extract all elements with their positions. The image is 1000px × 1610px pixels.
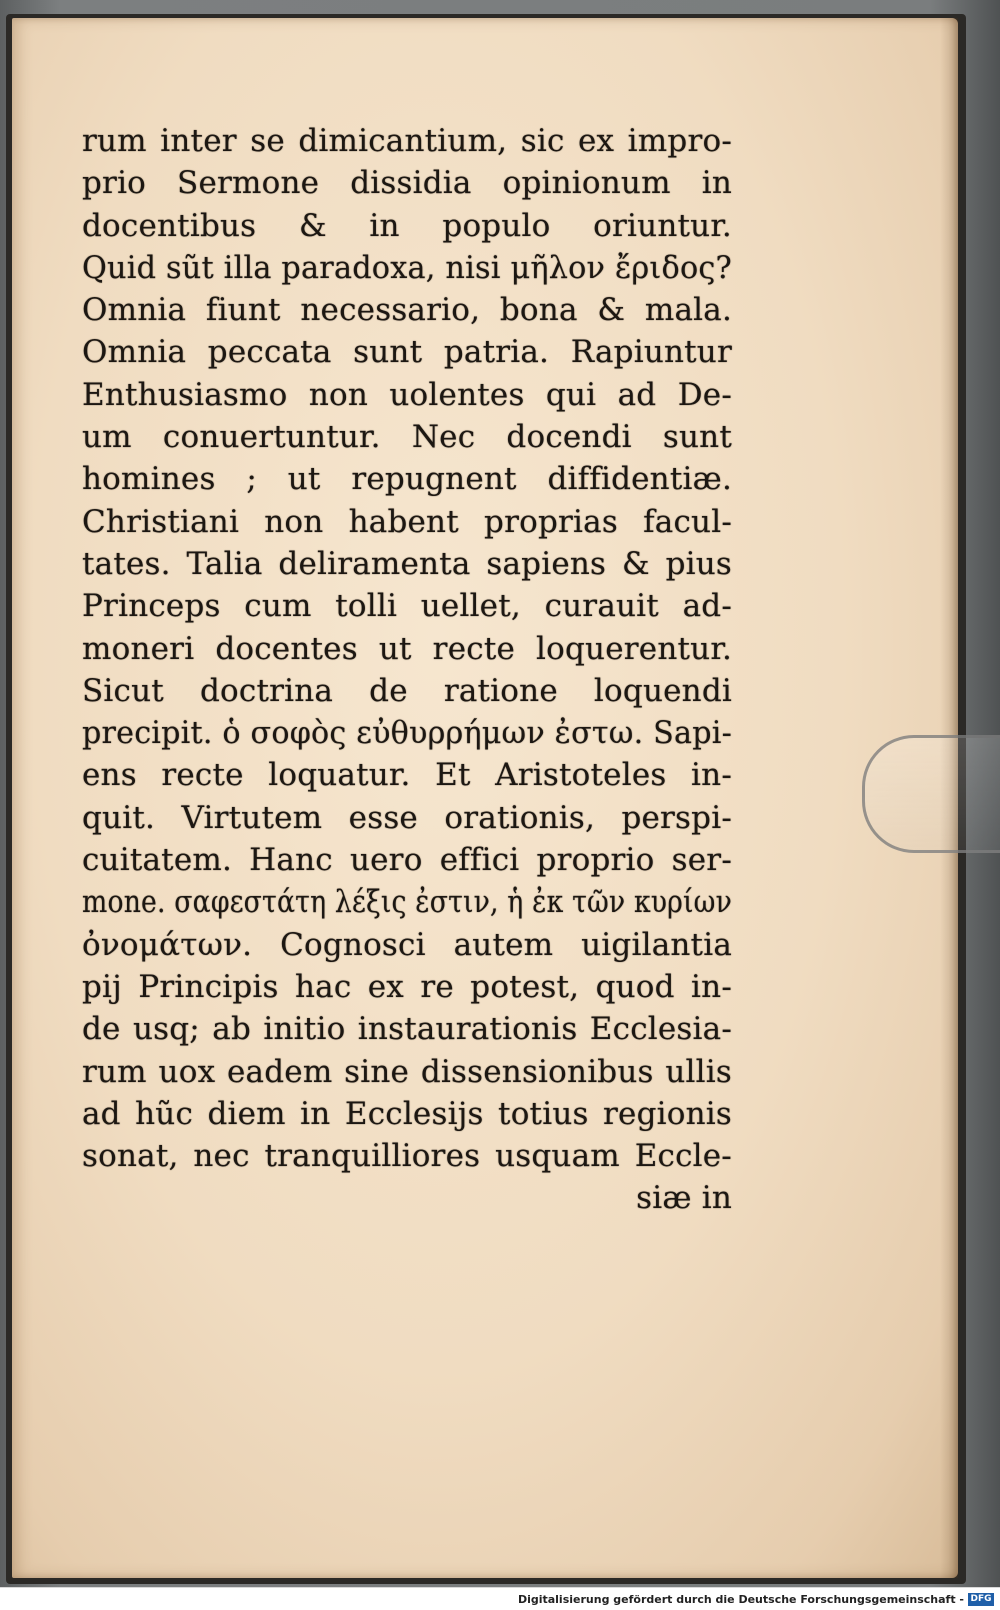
- text-line: um conuertuntur. Nec docendi sunt: [82, 419, 732, 456]
- text-line: Enthusiasmo non uolentes qui ad De-: [82, 376, 732, 413]
- text-line: pij Principis hac ex re potest, quod in-: [82, 968, 732, 1005]
- text-line: ens recte loquatur. Et Aristoteles in-: [82, 757, 732, 794]
- text-line: sonat, nec tranquilliores usquam Eccle-: [82, 1138, 732, 1175]
- page-text-block: [82, 120, 732, 1220]
- text-line: precipit. ὁ σοφὸς εὐθυρρήμων ἐστω. Sapi-: [82, 715, 732, 752]
- text-line: docentibus & in populo oriuntur.: [82, 207, 732, 244]
- text-line: ad hũc diem in Ecclesijs totius regionis: [82, 1095, 732, 1132]
- page-clip-overlay: [862, 735, 1000, 853]
- funding-credit: Digitalisierung gefördert durch die Deutsche Forschungsgemeinschaft -: [517, 1593, 964, 1606]
- catchword-line: siæ in: [636, 1180, 732, 1217]
- text-line: Sicut doctrina de ratione loquendi: [82, 672, 732, 709]
- footer-bar: [0, 1587, 1000, 1610]
- text-line: rum uox eadem sine dissensionibus ullis: [82, 1053, 732, 1090]
- text-line: Christiani non habent proprias facul-: [82, 503, 732, 540]
- text-line: quit. Virtutem esse orationis, perspi-: [82, 799, 732, 836]
- text-line: Quid sũt illa paradoxa, nisi μῆλον ἔριδος?: [82, 249, 732, 286]
- text-line: cuitatem. Hanc uero effici proprio ser-: [82, 842, 732, 879]
- text-line: moneri docentes ut recte loquerentur.: [82, 630, 732, 667]
- text-line: homines ; ut repugnent diffidentiæ.: [82, 461, 732, 498]
- text-line: mone. σαφεστάτη λέξις ἐστιν, ἡ ἐκ τῶν κυρίων: [82, 884, 732, 921]
- text-line: prio Sermone dissidia opinionum in: [82, 165, 732, 202]
- text-line: rum inter se dimicantium, sic ex impro-: [82, 123, 732, 159]
- text-line: tates. Talia deliramenta sapiens & pius: [82, 545, 732, 582]
- text-line: Omnia peccata sunt patria. Rapiuntur: [82, 334, 732, 371]
- text-line: Princeps cum tolli uellet, curauit ad-: [82, 588, 732, 625]
- text-line: ὀνομάτων. Cognosci autem uigilantia: [82, 926, 732, 963]
- dfg-logo: DFG: [968, 1593, 994, 1606]
- text-line: Omnia fiunt necessario, bona & mala.: [82, 292, 732, 329]
- text-line: de usq; ab initio instaurationis Ecclesia-: [82, 1011, 732, 1048]
